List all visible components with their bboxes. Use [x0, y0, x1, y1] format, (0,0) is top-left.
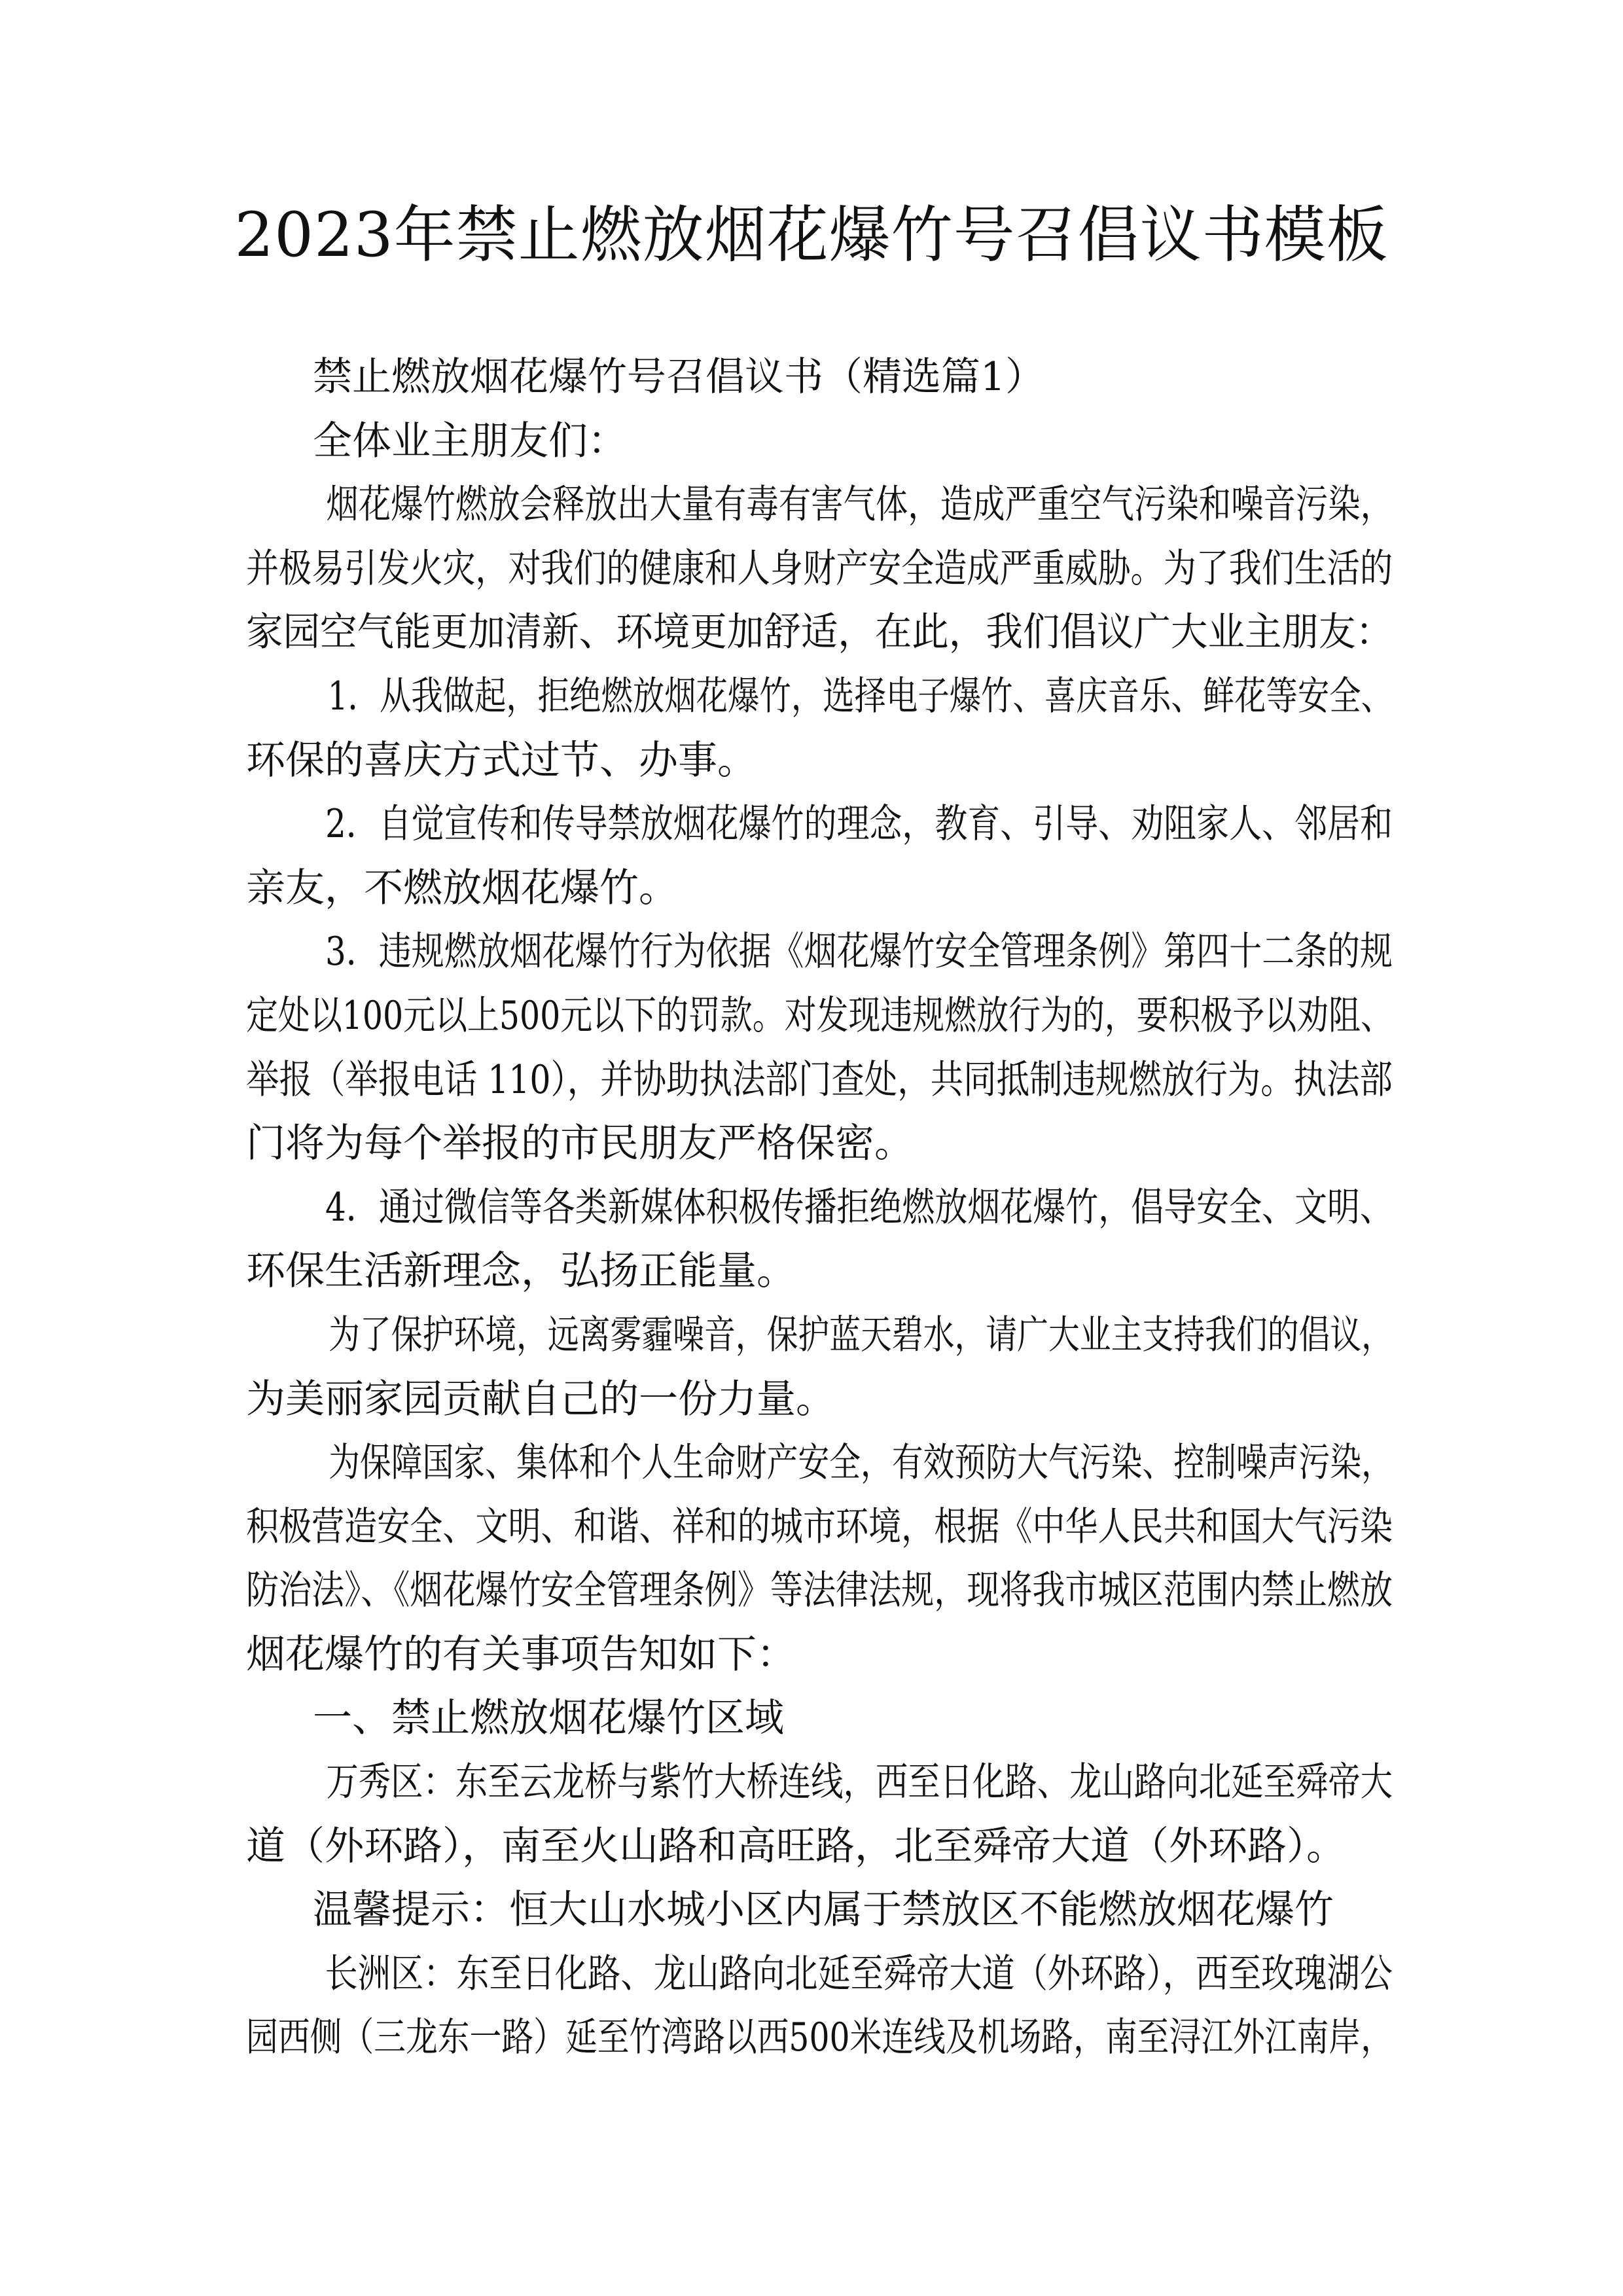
paragraph-item-3	[246, 920, 1393, 1175]
text-line: 环保的喜庆方式过节、办事。	[246, 737, 757, 783]
text-line: 长洲区：东至日化路、龙山路向北延至舜帝大道（外环路），西至玫瑰湖公	[325, 1950, 1393, 1997]
paragraph-item-4	[246, 1176, 1393, 1304]
text-line: 并极易引发火灾，对我们的健康和人身财产安全造成严重威胁。为了我们生活的	[246, 545, 1393, 592]
text-line: 1．从我做起，拒绝燃放烟花爆竹，选择电子爆竹、喜庆音乐、鲜花等安全、	[327, 673, 1393, 719]
text-line: 烟花爆竹的有关事项告知如下：	[246, 1631, 796, 1677]
paragraph-changzhou	[246, 1943, 1393, 2070]
text-line: 全体业主朋友们：	[313, 418, 627, 464]
text-line: 举报（举报电话 110），并协助执法部门查处，共同抵制违规燃放行为。执法部	[246, 1056, 1393, 1103]
paragraph-item-1	[246, 665, 1393, 793]
text-line: 环保生活新理念，弘扬正能量。	[246, 1248, 796, 1295]
salutation	[246, 410, 1393, 474]
subheading-prohibited-areas	[246, 1687, 1393, 1751]
text-line: 园西侧（三龙东一路）延至竹湾路以西500米连线及机场路，南至浔江外江南岸，	[246, 2015, 1393, 2061]
paragraph-intro	[246, 473, 1393, 665]
text-line: 3．违规燃放烟花爆竹行为依据《烟花爆竹安全管理条例》第四十二条的规	[325, 929, 1393, 975]
text-line: 门将为每个举报的市民朋友严格保密。	[246, 1121, 914, 1167]
text-line: 一、禁止燃放烟花爆竹区域	[313, 1695, 784, 1742]
text-line: 2．自觉宣传和传导禁放烟花爆竹的理念，教育、引导、劝阻家人、邻居和	[325, 801, 1393, 848]
text-line: 4．通过微信等各类新媒体积极传播拒绝燃放烟花爆竹，倡导安全、文明、	[325, 1184, 1393, 1230]
paragraph-wanxiu	[246, 1751, 1393, 1878]
text-line: 定处以100元以上500元以下的罚款。对发现违规燃放行为的，要积极予以劝阻、	[246, 992, 1393, 1039]
paragraph-tip	[246, 1878, 1393, 1943]
text-line: 禁止燃放烟花爆竹号召倡议书（精选篇1）	[313, 354, 1045, 400]
text-line: 温馨提示：恒大山水城小区内属于禁放区不能燃放烟花爆竹	[313, 1887, 1334, 1933]
text-line: 亲友，不燃放烟花爆竹。	[246, 865, 678, 911]
text-line: 防治法》、《烟花爆竹安全管理条例》等法律法规，现将我市城区范围内禁止燃放	[246, 1568, 1393, 1614]
text-line: 为保障国家、集体和个人生命财产安全，有效预防大气污染、控制噪声污染，	[329, 1440, 1393, 1486]
document-title: 2023年禁止燃放烟花爆竹号召倡议书模板	[234, 200, 1389, 271]
text-line: 为了保护环境，远离雾霾噪音，保护蓝天碧水，请广大业主支持我们的倡议，	[329, 1312, 1393, 1358]
section-heading	[246, 346, 1393, 410]
paragraph-notice	[246, 1431, 1393, 1687]
text-line: 家园空气能更加清新、环境更加舒适，在此，我们倡议广大业主朋友：	[246, 609, 1393, 656]
text-line: 烟花爆竹燃放会释放出大量有毒有害气体，造成严重空气污染和噪音污染，	[326, 482, 1393, 528]
text-line: 为美丽家园贡献自己的一份力量。	[246, 1376, 835, 1422]
text-line: 万秀区：东至云龙桥与紫竹大桥连线，西至日化路、龙山路向北延至舜帝大	[326, 1759, 1393, 1806]
text-line: 积极营造安全、文明、和谐、祥和的城市环境，根据《中华人民共和国大气污染	[246, 1503, 1393, 1550]
paragraph-item-2	[246, 793, 1393, 920]
paragraph-appeal	[246, 1304, 1393, 1431]
document-body	[246, 346, 1393, 2070]
text-line: 道（外环路），南至火山路和高旺路，北至舜帝大道（外环路）。	[246, 1823, 1346, 1869]
